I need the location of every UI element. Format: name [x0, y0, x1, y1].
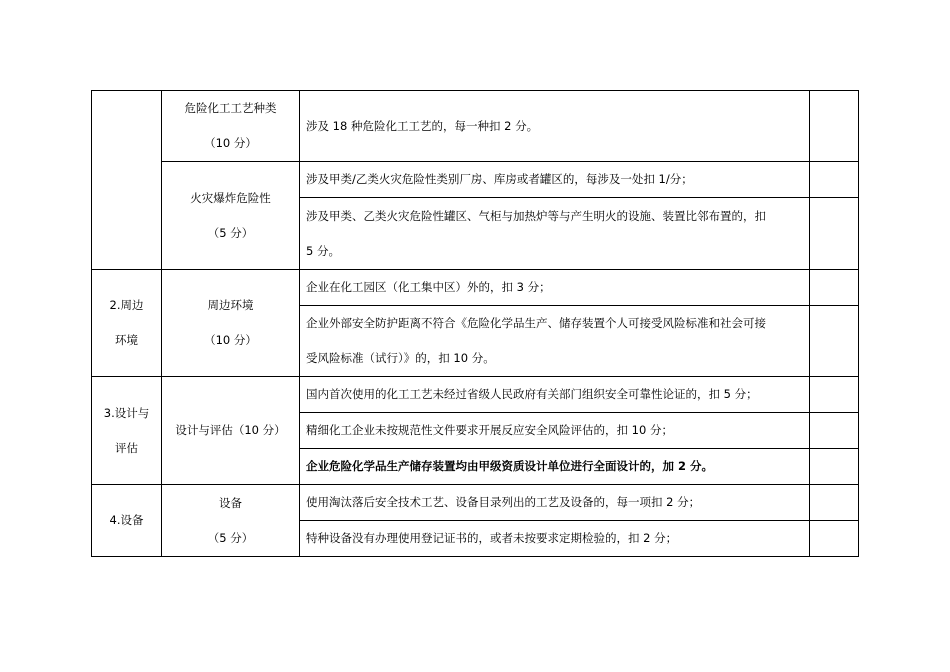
criteria-cell — [300, 198, 810, 270]
criteria-text: 5 分。 — [306, 243, 340, 258]
criteria-text: 涉及甲类/乙类火灾危险性类别厂房、库房或者罐区的，每涉及一处扣 1/分； — [306, 172, 693, 186]
criteria-text: 涉及甲类、乙类火灾危险性罐区、气柜与加热炉等与产生明火的设施、装置比邻布置的，扣 — [306, 208, 766, 223]
category-label: 2.周边 — [109, 298, 144, 312]
score-cell — [810, 377, 859, 413]
criteria-cell — [300, 306, 810, 377]
item-points: （10 分） — [204, 136, 257, 150]
category-label: 环境 — [115, 333, 138, 347]
category-cell — [92, 270, 162, 377]
criteria-text: 特种设备没有办理使用登记证书的，或者未按要求定期检验的，扣 2 分； — [306, 531, 678, 545]
item-name: 设备 — [219, 495, 242, 510]
item-name: 周边环境 — [207, 298, 254, 312]
category-cell — [92, 485, 162, 557]
criteria-text: 国内首次使用的化工工艺未经过省级人民政府有关部门组织安全可靠性论证的，扣 5 分； — [306, 387, 758, 401]
score-cell — [810, 162, 859, 198]
item-points: （10 分） — [204, 333, 257, 347]
item-points: （5 分） — [207, 530, 254, 545]
table-row — [92, 485, 859, 521]
criteria-cell — [300, 270, 810, 306]
item-cell — [162, 162, 300, 270]
category-label: 3.设计与 — [103, 405, 150, 420]
criteria-text: 受风险标准（试行）》的，扣 10 分。 — [306, 351, 495, 365]
criteria-text: 涉及 18 种危险化工工艺的，每一种扣 2 分。 — [306, 118, 539, 133]
item-name: 危险化工工艺种类 — [184, 101, 277, 115]
score-cell — [810, 270, 859, 306]
table-row — [92, 270, 859, 306]
criteria-cell — [300, 91, 810, 162]
item-cell — [162, 270, 300, 377]
item-cell — [162, 377, 300, 485]
score-cell — [810, 413, 859, 449]
score-cell — [810, 485, 859, 521]
category-cell — [92, 91, 162, 270]
score-cell — [810, 198, 859, 270]
scoring-table — [91, 90, 859, 557]
table-row — [92, 162, 859, 198]
item-name: 设计与评估（10 分） — [175, 423, 286, 437]
criteria-text: 企业在化工园区（化工集中区）外的，扣 3 分； — [306, 280, 551, 294]
criteria-cell — [300, 162, 810, 198]
criteria-cell — [300, 485, 810, 521]
criteria-cell — [300, 413, 810, 449]
item-cell — [162, 485, 300, 557]
criteria-cell — [300, 521, 810, 557]
criteria-text-bonus: 企业危险化学品生产储存装置均由甲级资质设计单位进行全面设计的，加 2 分。 — [306, 459, 714, 473]
item-points: （5 分） — [207, 225, 254, 240]
category-label: 4.设备 — [109, 513, 144, 527]
score-cell — [810, 306, 859, 377]
category-label: 评估 — [115, 440, 138, 455]
criteria-text: 企业外部安全防护距离不符合《危险化学品生产、储存装置个人可接受风险标准和社会可接 — [306, 316, 766, 330]
category-cell — [92, 377, 162, 485]
table-row — [92, 91, 859, 162]
criteria-cell — [300, 449, 810, 485]
criteria-text: 精细化工企业未按规范性文件要求开展反应安全风险评估的，扣 10 分； — [306, 423, 673, 437]
item-cell — [162, 91, 300, 162]
score-cell — [810, 521, 859, 557]
score-cell — [810, 91, 859, 162]
criteria-text: 使用淘汰落后安全技术工艺、设备目录列出的工艺及设备的，每一项扣 2 分； — [306, 495, 701, 509]
item-name: 火灾爆炸危险性 — [190, 190, 271, 205]
table-row — [92, 377, 859, 413]
criteria-cell — [300, 377, 810, 413]
score-cell — [810, 449, 859, 485]
